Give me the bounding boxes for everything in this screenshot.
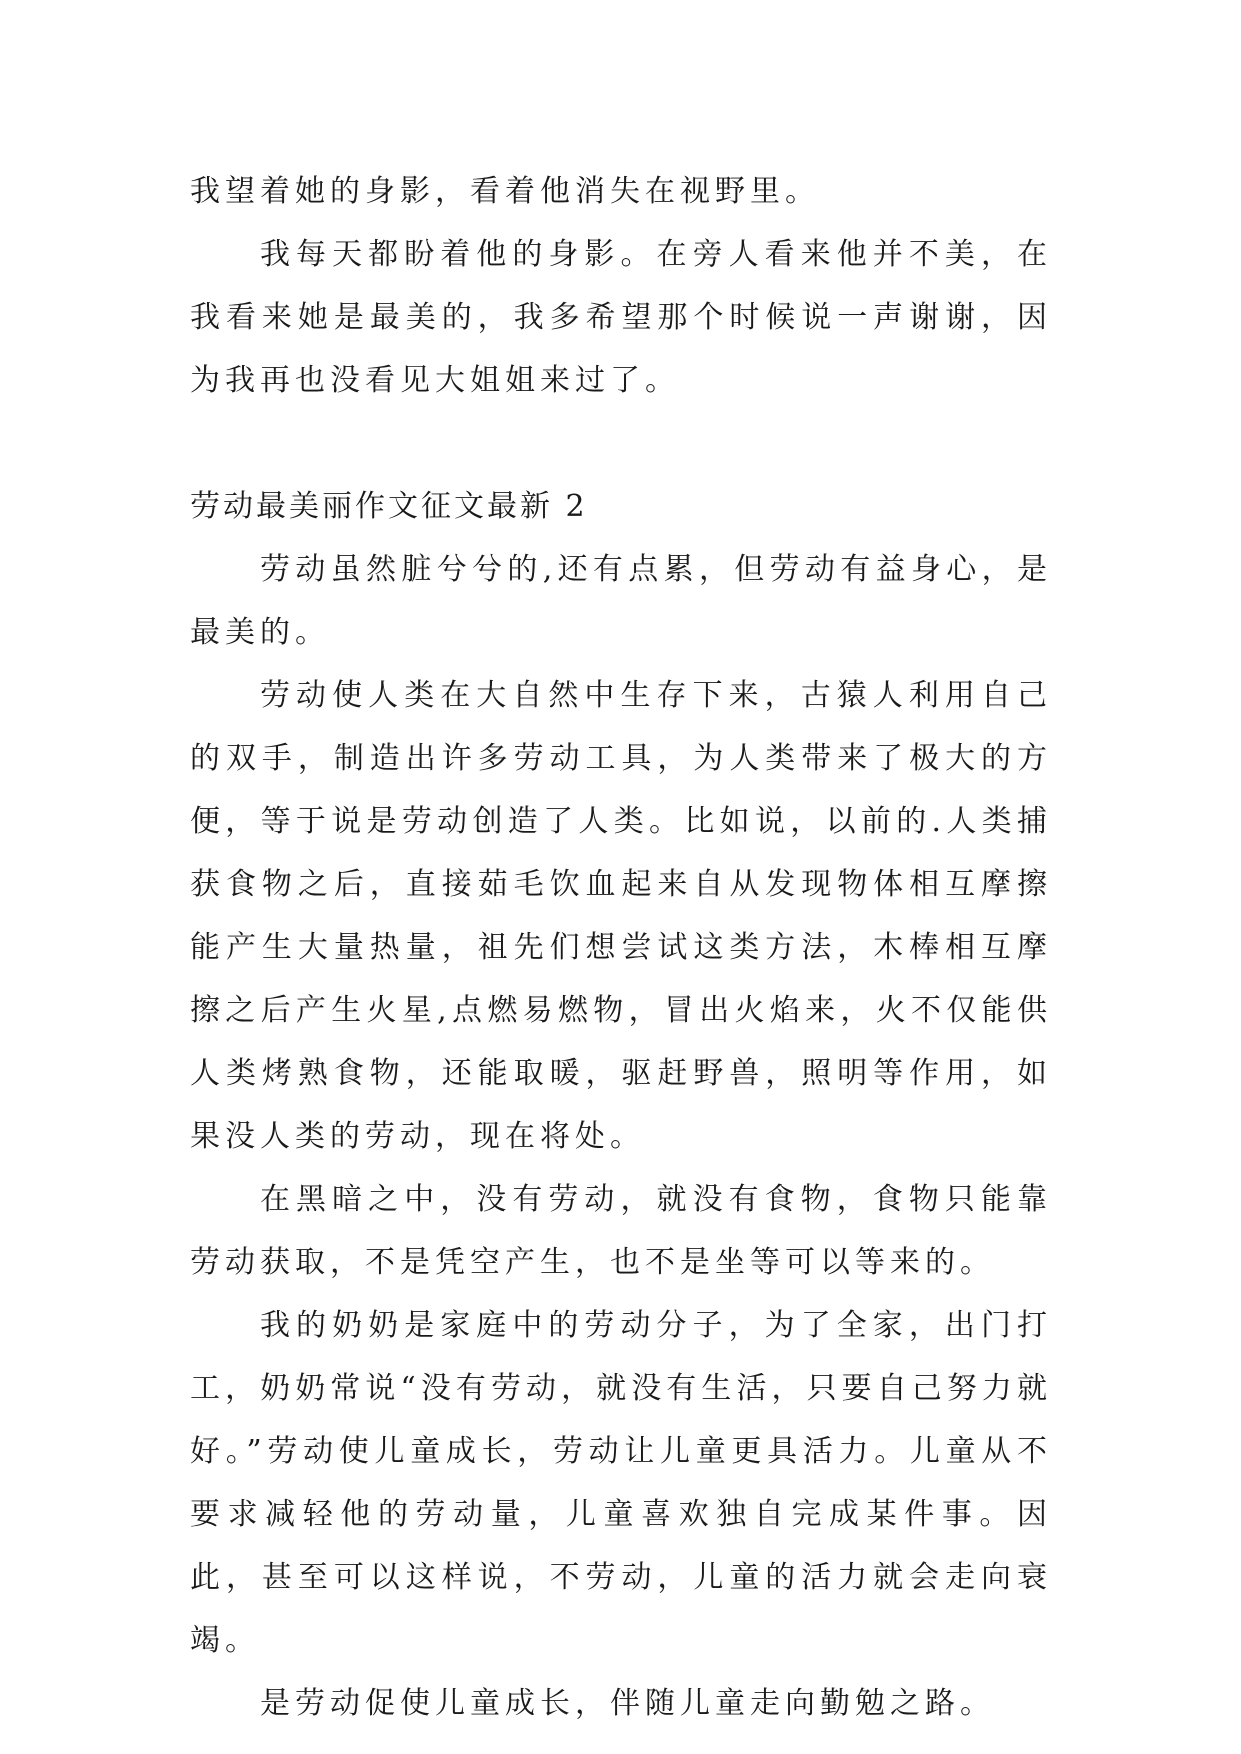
paragraph: 是劳动促使儿童成长，伴随儿童走向勤勉之路。 [260,1686,995,1721]
paragraph: 我望着她的身影，看着他消失在视野里。 [190,174,820,209]
paragraph: 劳动使人类在大自然中生存下来，古猿人利用自己的双手，制造出许多劳动工具，为人类带来了极大的方便，等于说是劳动创造了人类。比如说，以前的.人类捕获食物之后，直接茹毛饮血起来自从发现物体相互摩擦能产生大量热量，祖先们想尝试这类方法，木棒相互摩擦之后产生火星,点燃易燃物，冒出火焰来，火不仅能供人类烤熟食物，还能取暖，驱赶野兽，照明等作用，如果没人类的劳动，现在将处。 [190,678,1052,1154]
document-body [190,160,1052,1735]
paragraph: 劳动虽然脏兮兮的,还有点累，但劳动有益身心，是最美的。 [190,552,1052,650]
paragraph: 我的奶奶是家庭中的劳动分子，为了全家，出门打工，奶奶常说“没有劳动，就没有生活，只要自己努力就好。”劳动使儿童成长，劳动让儿童更具活力。儿童从不要求减轻他的劳动量，儿童喜欢独自完成某件事。因此，甚至可以这样说，不劳动，儿童的活力就会走向衰竭。 [190,1308,1052,1658]
paragraph: 我每天都盼着他的身影。在旁人看来他并不美，在我看来她是最美的，我多希望那个时候说一声谢谢，因为我再也没看见大姐姐来过了。 [190,237,1052,398]
section-title: 劳动最美丽作文征文最新 2 [190,489,588,524]
paragraph: 在黑暗之中，没有劳动，就没有食物，食物只能靠劳动获取，不是凭空产生，也不是坐等可以等来的。 [190,1182,1052,1280]
